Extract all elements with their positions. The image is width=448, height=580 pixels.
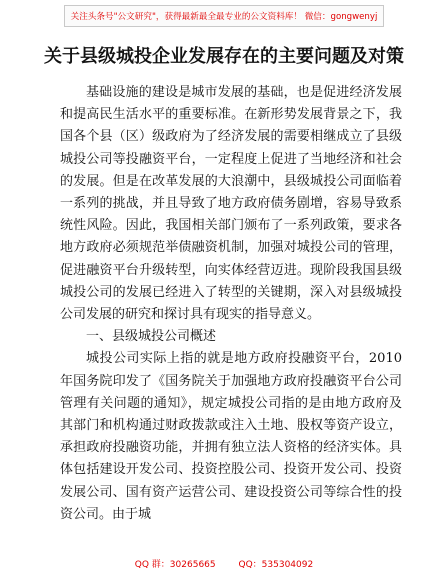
document-body <box>60 82 402 526</box>
promo-banner-text: 关注头条号"公文研究"，获得最新最全最专业的公文资料库！ 微信：gongwenyj <box>70 12 378 22</box>
intro-paragraph: 基础设施的建设是城市发展的基础，也是促进经济发展和提高民生活水平的重要标准。在新形势发展背景之下，我国各个县（区）级政府为了经济发展的需要相继成立了县级城投公司等投融资平台，一定程度上促进了当地经济和社会的发展。但是在改革发展的大浪潮中，县级城投公司面临着一系列的挑战，并且导致了地方政府债务剧增，容易导致系统性风险。因此，我国相关部门颁布了一系列政策，要求各地方政府必须规范举债融资机制，加强对城投公司的管理，促进融资平台升级转型，向实体经营迈进。现阶段我国县级城投公司的发展已经进入了转型的关键期，深入对县级城投公司发展的研究和探讨具有现实的指导意义。 <box>60 85 402 323</box>
promo-banner <box>64 5 384 27</box>
contact-footer <box>0 557 448 570</box>
section-paragraph: 城投公司实际上指的就是地方政府投融资平台，2010年国务院印发了《国务院关于加强地方政府投融资平台公司管理有关问题的通知》，规定城投公司指的是由地方政府及其部门和机构通过财政拨款或注入土地、股权等资产设立，承担政府投融资功能，并拥有独立法人资格的经济实体。具体包括建设开发公司、投资控股公司、投资开发公司、投资发展公司、国有资产运营公司、建设投资公司等综合性的投资公司。由于城 <box>60 351 402 522</box>
document-title: 关于县级城投企业发展存在的主要问题及对策 <box>44 46 404 67</box>
qq-text: QQ：535304092 <box>238 560 314 570</box>
qq-group-text: QQ 群：30265665 <box>134 560 216 570</box>
section-heading: 一、县级城投公司概述 <box>86 329 217 345</box>
